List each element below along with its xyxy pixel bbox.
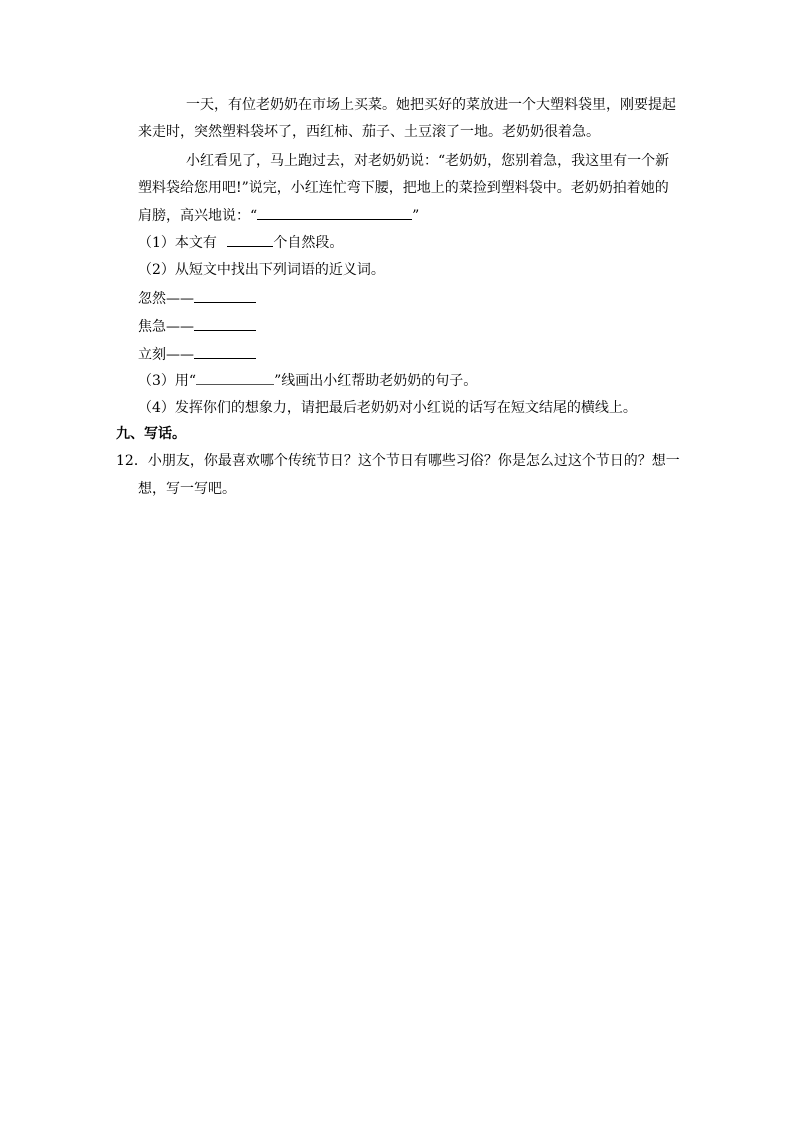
answer-blank-paragraph-count[interactable] <box>227 232 273 247</box>
question-2: （2）从短文中找出下列词语的近义词。 <box>138 262 385 278</box>
section-9-title: 九、写话。 <box>116 426 186 442</box>
answer-blank-synonym-2[interactable] <box>194 316 256 331</box>
passage-para1-line2: 来走时，突然塑料袋坏了，西红柿、茄子、土豆滚了一地。老奶奶很着急。 <box>138 124 600 140</box>
question-3-prefix: （3）用“ <box>138 373 197 389</box>
question-3 <box>138 370 477 391</box>
passage-para2-line2: 塑料袋给您用吧!”说完，小红连忙弯下腰，把地上的菜捡到塑料袋中。老奶奶拍着她的 <box>138 180 669 196</box>
question-12-line2: 想，写一写吧。 <box>138 481 236 497</box>
answer-blank-synonym-1[interactable] <box>194 288 256 303</box>
passage-para2-line3-suffix: ” <box>412 208 420 224</box>
question-12-line1: 12．小朋友，你最喜欢哪个传统节日？这个节日有哪些习俗？你是怎么过这个节日的？想一 <box>116 453 680 469</box>
question-4: （4）发挥你们的想象力，请把最后老奶奶对小红说的话写在短文结尾的横线上。 <box>138 400 637 416</box>
passage-para2-line3 <box>138 205 419 226</box>
question-1-suffix: 个自然段。 <box>273 235 344 251</box>
synonym-item-3 <box>138 344 256 365</box>
underline-sample <box>196 370 274 385</box>
answer-blank-grandma-words[interactable] <box>257 205 412 220</box>
synonym-item-2 <box>138 316 256 337</box>
question-3-suffix: ”线画出小红帮助老奶奶的句子。 <box>274 373 478 389</box>
question-1 <box>138 232 343 253</box>
question-1-prefix: （1）本文有 <box>138 235 217 251</box>
synonym-word-3: 立刻—— <box>138 347 194 363</box>
synonym-word-2: 焦急—— <box>138 319 194 335</box>
synonym-item-1 <box>138 288 256 309</box>
answer-blank-synonym-3[interactable] <box>194 344 256 359</box>
passage-para2-line3-prefix: 肩膀，高兴地说：“ <box>138 208 258 224</box>
passage-para2-line1: 小红看见了，马上跑过去，对老奶奶说：“老奶奶，您别着急，我这里有一个新 <box>186 153 670 169</box>
passage-para1-line1: 一天，有位老奶奶在市场上买菜。她把买好的菜放进一个大塑料袋里，刚要提起 <box>186 97 676 113</box>
synonym-word-1: 忽然—— <box>138 291 194 307</box>
